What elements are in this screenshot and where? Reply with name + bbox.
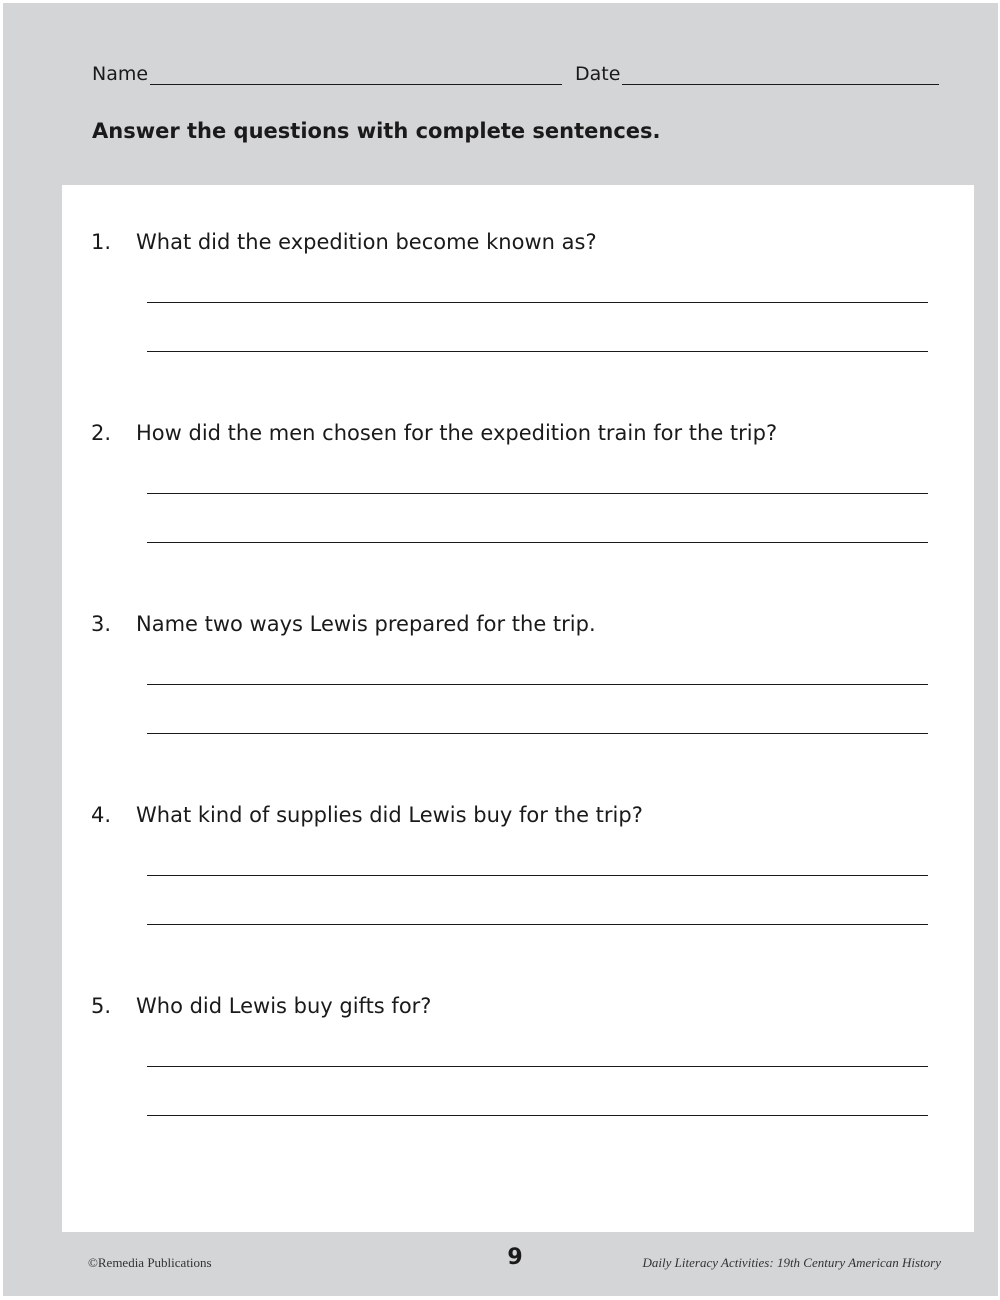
date-blank-line[interactable] xyxy=(622,64,939,85)
answer-line[interactable] xyxy=(147,351,928,352)
answer-line[interactable] xyxy=(147,1115,928,1116)
question-3 xyxy=(62,567,974,747)
name-field[interactable] xyxy=(92,59,562,85)
question-number: 4. xyxy=(91,803,112,827)
question-number: 2. xyxy=(91,421,112,445)
answer-line[interactable] xyxy=(147,493,928,494)
questions-panel xyxy=(62,185,974,1232)
answer-line[interactable] xyxy=(147,733,928,734)
instructions: Answer the questions with complete sentences. xyxy=(92,119,661,143)
answer-line[interactable] xyxy=(147,875,928,876)
answer-line[interactable] xyxy=(147,542,928,543)
answer-line[interactable] xyxy=(147,924,928,925)
name-label: Name xyxy=(92,63,149,85)
question-1 xyxy=(62,185,974,365)
name-blank-line[interactable] xyxy=(150,64,562,85)
date-label: Date xyxy=(575,63,621,85)
answer-line[interactable] xyxy=(147,1066,928,1067)
worksheet-page xyxy=(3,3,998,1296)
date-field[interactable] xyxy=(575,59,939,85)
question-number: 1. xyxy=(91,230,112,254)
page-number: 9 xyxy=(507,1245,523,1270)
question-number: 3. xyxy=(91,612,112,636)
question-text: What kind of supplies did Lewis buy for the trip? xyxy=(136,803,643,827)
question-5 xyxy=(62,949,974,1129)
publisher-credit: ©Remedia Publications xyxy=(88,1255,212,1270)
question-2 xyxy=(62,376,974,556)
question-number: 5. xyxy=(91,994,112,1018)
question-4 xyxy=(62,758,974,938)
question-text: Who did Lewis buy gifts for? xyxy=(136,994,432,1018)
question-text: Name two ways Lewis prepared for the trip. xyxy=(136,612,596,636)
answer-line[interactable] xyxy=(147,302,928,303)
page-footer xyxy=(0,1245,1000,1275)
question-text: How did the men chosen for the expedition train for the trip? xyxy=(136,421,778,445)
book-title: Daily Literacy Activities: 19th Century American History xyxy=(642,1255,941,1270)
question-text: What did the expedition become known as? xyxy=(136,230,597,254)
answer-line[interactable] xyxy=(147,684,928,685)
